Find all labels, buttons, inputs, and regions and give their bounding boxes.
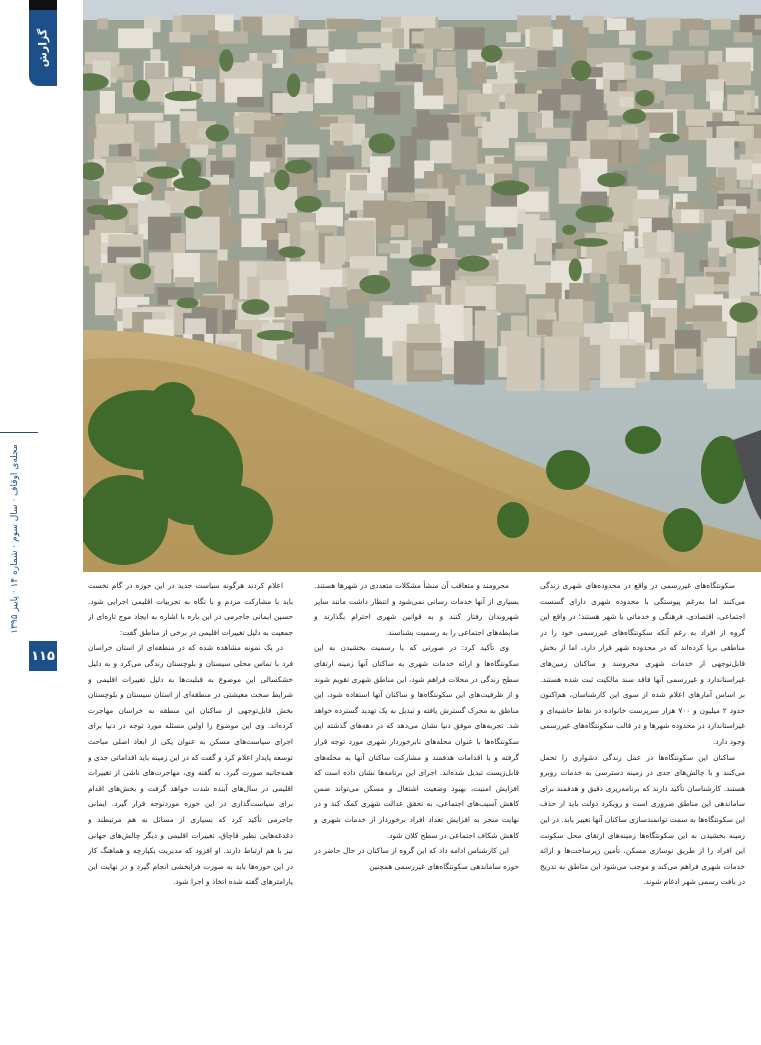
building-shape — [293, 53, 329, 63]
building-shape — [237, 97, 264, 107]
article-column-2 — [314, 578, 519, 978]
building-shape — [414, 351, 442, 370]
building-shape — [536, 128, 571, 139]
building-shape — [413, 53, 426, 63]
building-shape — [641, 258, 661, 304]
building-shape — [664, 96, 693, 109]
building-shape — [290, 28, 307, 48]
building-shape — [392, 28, 404, 48]
header-bar — [29, 0, 57, 10]
city-photo — [83, 0, 761, 572]
building-shape — [559, 168, 581, 203]
tree-shape — [184, 206, 202, 219]
building-shape — [180, 50, 217, 69]
tree-shape — [177, 298, 199, 309]
tree-shape — [147, 166, 180, 178]
tree-shape — [571, 60, 591, 81]
building-shape — [727, 95, 750, 111]
building-shape — [709, 177, 725, 191]
paragraph: ساکنان این سکونتگاه‌ها در عمل زندگی دشواری را تحمل می‌کنند و با چالش‌های جدی در زمینه دسترسی به خدمات روبرو هستند. کارشناسان تأکید دارند که برنامه‌ریزی دقیق و هدفمند برای ساماندهی این مناطق ضروری است و رویکرد دولت باید از حذف این سکونتگاه‌ها به سمت توانمندسازی ساکنان آنها تغییر یابد. در این زمینه بخشیدن به این سکونتگاه‌ها زمینه‌های ارتقای محل سکونت این افراد را از طریق نوسازی مسکن، تأمین زیرساخت‌ها و ارائه خدمات شهری فراهم می‌کند و موجب می‌شود این مناطق به تدریج در بافت رسمی شهر ادغام شوند. — [540, 752, 745, 887]
paragraph: این کارشناس ادامه داد که این گروه از ساکنان در حال حاضر در حوزه ساماندهی سکونتگاه‌های غیررسمی همچنین — [314, 846, 519, 871]
tree-shape — [409, 254, 436, 267]
tree-shape — [727, 237, 761, 249]
building-shape — [174, 255, 203, 279]
building-shape — [314, 78, 332, 103]
building-shape — [283, 262, 320, 300]
tree-shape — [576, 205, 614, 223]
building-shape — [538, 51, 557, 68]
building-shape — [424, 28, 455, 49]
building-shape — [459, 225, 475, 236]
tree-shape — [597, 173, 626, 187]
building-shape — [620, 97, 634, 107]
tree-shape — [632, 51, 652, 61]
paragraph: محرومند و متعاقب آن منشأ مشکلات متعددی در شهرها هستند. بسیاری از آنها خدمات رسانی نمی‌شود و انتظار داشت مانند سایر شهروندان رفتار کنند و به قوانین شهری احترام بگذارند و ضابطه‌های اجتماعی را به رسمیت بشناسند. — [314, 581, 519, 637]
tree-shape — [359, 275, 390, 294]
building-shape — [391, 225, 405, 237]
building-shape — [186, 217, 220, 250]
building-shape — [222, 145, 236, 158]
tree-shape — [130, 263, 151, 279]
building-shape — [219, 31, 248, 43]
paragraph: اعلام کردند هرگونه سیاست جدید در این حوزه در گام نخست باید با مشارکت مردم و با نگاه به تجربیات اقلیمی اجرایی شود. حسین ایمانی جاجرمی در این باره با اشاره به ایجاد موج تازه‌ای از جمعیت به دلیل تغییرات اقلیمی در برخی از مناطق گفت: — [88, 581, 293, 637]
building-shape — [507, 337, 541, 392]
building-shape — [208, 30, 219, 45]
building-shape — [642, 317, 666, 338]
building-shape — [452, 137, 478, 170]
building-shape — [517, 192, 548, 212]
building-shape — [492, 84, 516, 95]
building-shape — [679, 177, 697, 191]
building-shape — [330, 287, 348, 309]
building-shape — [486, 207, 518, 228]
building-shape — [392, 341, 407, 385]
building-shape — [378, 243, 400, 253]
tree-shape — [635, 90, 654, 106]
building-shape — [590, 273, 600, 284]
tree-shape — [278, 246, 305, 257]
tree-shape — [257, 330, 295, 341]
building-shape — [374, 92, 400, 115]
building-shape — [325, 236, 345, 264]
building-shape — [471, 62, 486, 85]
building-shape — [412, 31, 424, 43]
section-tab-label: گزارش — [36, 28, 50, 68]
building-shape — [607, 18, 626, 30]
tree-shape — [492, 180, 529, 195]
building-shape — [712, 220, 726, 245]
building-shape — [414, 96, 437, 109]
tree-shape — [574, 238, 608, 247]
tree-shape — [173, 177, 211, 191]
building-shape — [358, 32, 393, 43]
building-shape — [530, 27, 553, 51]
tree-shape — [481, 45, 502, 63]
building-shape — [482, 122, 509, 148]
building-shape — [203, 79, 216, 102]
building-shape — [682, 65, 719, 80]
tree-shape — [562, 225, 576, 235]
building-shape — [307, 30, 328, 47]
tree-shape — [569, 258, 582, 281]
building-shape — [95, 283, 116, 316]
building-shape — [467, 94, 499, 112]
building-shape — [118, 144, 131, 159]
building-shape — [262, 15, 294, 36]
tree-shape — [659, 133, 679, 142]
building-shape — [318, 178, 345, 190]
building-shape — [239, 190, 258, 214]
section-tab — [29, 10, 57, 86]
article-column-3 — [88, 578, 293, 978]
tree-shape — [133, 182, 154, 195]
tree-shape — [165, 91, 202, 102]
building-shape — [492, 284, 526, 313]
building-shape — [287, 145, 320, 158]
tree-shape — [274, 170, 290, 190]
building-shape — [454, 341, 478, 384]
building-shape — [689, 30, 709, 46]
building-shape — [100, 91, 115, 116]
tree-shape — [285, 160, 312, 174]
building-shape — [412, 127, 449, 139]
building-shape — [327, 19, 364, 29]
tree-shape — [730, 302, 758, 323]
building-shape — [435, 67, 456, 79]
building-shape — [537, 320, 555, 335]
tree-shape — [369, 133, 395, 154]
building-shape — [343, 64, 377, 81]
tree-shape — [219, 49, 233, 71]
building-shape — [157, 143, 185, 159]
building-shape — [266, 145, 282, 158]
tree-shape — [287, 73, 300, 97]
building-shape — [395, 64, 422, 81]
building-shape — [734, 32, 753, 42]
building-shape — [97, 19, 108, 30]
building-shape — [463, 286, 496, 309]
building-shape — [649, 164, 666, 175]
building-shape — [309, 349, 323, 372]
building-shape — [477, 164, 513, 174]
article-column-1 — [540, 578, 745, 978]
city-photo-illustration — [83, 0, 761, 572]
building-shape — [455, 185, 491, 221]
building-shape — [711, 19, 731, 30]
building-shape — [646, 30, 673, 45]
paragraph: در یک نمونه مشاهده شده که در منطقه‌ای از استان خراسان فرد با تماس محلی سیستان و بلوچستان زندگی می‌کرد و به دلیل خشکسالی این موضوع به قبلیت‌ها به دلیل تغییرات اقلیمی و شرایط سخت معیشتی در منطقه‌ای از استان سیستان و بلوچستان بخش قابل‌توجهی از ساکنان این منطقه به خراسان مهاجرت کرده‌اند. وی این موضوع را اولین مسئله مورد توجه در دنیا برای اجرای سیاست‌های مسکن به عنوان یکی از ابعاد اصلی مباحث توسعه پایدار اعلام کرد و گفت که در این زمینه باید اقداماتی جدی و همه‌جانبه صورت گیرد. به گفته وی، مهاجرت‌های ناشی از تغییرات اقلیمی در سال‌های آینده شدت خواهد گرفت و بخش‌های اقدام برای سیاست‌گذاری در این حوزه موردتوجه قرار گیرد. ایمانی جاجرمی تأکید کرد که بسیاری از مسائل به هم مرتبطند و دغدغه‌هایی نظیر قاچاق، تغییرات اقلیمی و دیگر چالش‌های جهانی نیز با هم ارتباط دارند. او افزود که مدیریت یکپارچه و هماهنگ کار در این حوزه‌ها باید به صورت فرابخشی انجام گیرد و در نهایت این پارامترهای گفته شده اتخاذ و اجرا شود. — [88, 643, 293, 887]
building-shape — [536, 238, 552, 261]
building-shape — [169, 32, 190, 42]
journal-info: مجله‌ی اوقاف · سال سوم · شماره ۱۴ · پاییز ۱۳۹۵ — [10, 444, 20, 634]
tree-shape — [101, 204, 128, 220]
building-shape — [619, 31, 635, 45]
paragraph: سکونتگاه‌های غیررسمی در واقع در محدوده‌های شهری زندگی می‌کنند اما به‌رغم پیوستگی با محدوده شهری دارای گسست اجتماعی، اقتصادی، فرهنگی و خدماتی با شهر هستند؛ در واقع این گروه از افراد به رغم آنکه سکونتگاه‌های غیررسمی خود را در مناطقی برپا کرده‌اند که در محدوده شهر قرار دارد، اما از بخش قابل‌توجهی از خدمات شهری محرومند و ساکنان زمین‌های غیراستاندارد و غیررسمی آنها فاقد سند مالکیت ثبت شده هستند. بر اساس آمارهای اعلام شده از سوی این کارشناسان، هم‌اکنون حدود ۲ میلیون و ۷۰۰ هزار سرپرست خانواده در نقاط حاشیه‌ای و غیراستاندارد در محدوده شهرها و در قالب سکونتگاه‌های غیررسمی وجود دارد. — [540, 581, 745, 746]
building-shape — [516, 145, 547, 156]
building-shape — [506, 32, 521, 42]
building-shape — [190, 145, 208, 158]
building-shape — [751, 163, 761, 174]
building-shape — [545, 337, 580, 392]
tree-shape — [295, 196, 322, 213]
tree-shape — [241, 299, 269, 314]
paragraph: وی تأکید کرد: در صورتی که با رسمیت بخشیدن به این سکونتگاه‌ها و ارائه خدمات شهری به ساکنان آنها زمینه ارتقای سطح زندگی در محلات فراهم شود، این مناطق شهری تقویم شوند و از ظرفیت‌های این سکونتگاه‌ها و ساکنان آنها استفاده شود، این مناطق به محرک گسترش یافته و تبدیل به یک تهدید گسترده خواهد شد. تجربه‌های موفق دنیا نشان می‌دهد که در دهه‌های گذشته این سکونتگاه‌ها با عنوان محله‌های نابرخوردار شهری مورد توجه قرار گرفته و با اقدامات هدفمند و مشارکت ساکنان آنها به محله‌های قابل‌زیست تبدیل شده‌اند. اجرای این برنامه‌ها نشان داده است که افزایش امنیت، بهبود وضعیت اشتغال و مسکن می‌تواند ضمن کاهش آسیب‌های اجتماعی، به تحقق عدالت شهری کمک کند و در نهایت منجر به افزایش تعداد افراد برخوردار از خدمات شهری و کاهش شکاف اجتماعی در سطح کلان شود. — [314, 643, 519, 840]
page-number: ۱۱۵ — [29, 641, 57, 671]
building-shape — [453, 27, 485, 49]
building-shape — [755, 19, 761, 30]
building-shape — [515, 84, 525, 96]
building-shape — [437, 52, 456, 66]
building-shape — [155, 123, 169, 147]
building-shape — [443, 78, 457, 105]
building-shape — [84, 235, 99, 266]
building-shape — [750, 348, 761, 373]
building-shape — [703, 342, 734, 384]
tree-shape — [623, 109, 646, 124]
tree-shape — [133, 80, 150, 101]
building-shape — [681, 210, 699, 223]
building-shape — [353, 96, 366, 110]
tree-shape — [206, 124, 229, 141]
building-shape — [679, 19, 703, 30]
tree-shape — [458, 256, 490, 272]
building-shape — [620, 345, 645, 378]
building-shape — [183, 66, 195, 78]
building-shape — [118, 28, 153, 48]
building-shape — [659, 344, 674, 380]
building-shape — [646, 18, 680, 31]
building-shape — [569, 27, 589, 50]
